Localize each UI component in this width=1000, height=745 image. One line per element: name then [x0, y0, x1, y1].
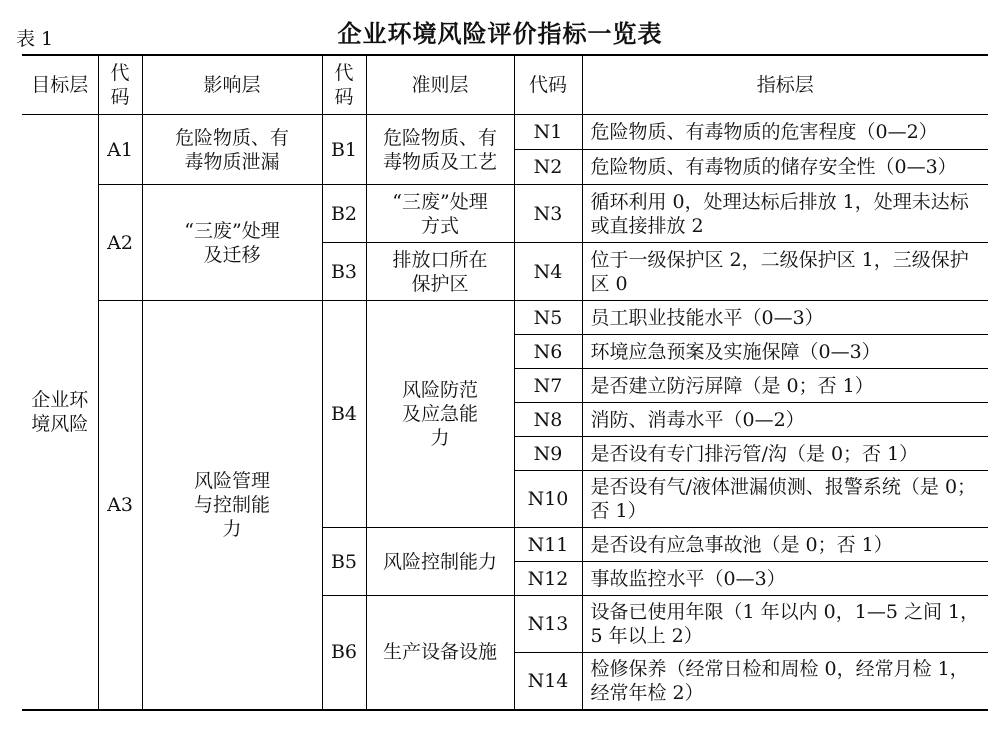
- criteria-b5: 风险控制能力: [366, 528, 514, 596]
- table-row: [22, 185, 988, 243]
- indicator-code-n2: N2: [514, 150, 582, 185]
- table-title: 企业环境风险评价指标一览表: [337, 20, 663, 48]
- criteria-b3: [366, 243, 514, 301]
- header-code-1: 代码: [98, 55, 142, 115]
- indicator-code-n14: N14: [514, 653, 582, 710]
- criteria-b6: 生产设备设施: [366, 596, 514, 710]
- indicator-code-n3: N3: [514, 185, 582, 243]
- indicator-code-n9: N9: [514, 437, 582, 471]
- indicator-n9: 是否设有专门排污管/沟（是 0；否 1）: [582, 437, 988, 471]
- impact-a1: [142, 115, 322, 185]
- header-impact-layer: 影响层: [142, 55, 322, 115]
- criteria-b1-text: 危险物质、有毒物质及工艺: [382, 126, 497, 173]
- indicator-n11: 是否设有应急事故池（是 0；否 1）: [582, 528, 988, 562]
- indicator-table: [22, 54, 988, 711]
- indicator-n2: 危险物质、有毒物质的储存安全性（0—3）: [582, 150, 988, 185]
- criteria-b4: [366, 301, 514, 528]
- criteria-code-b5: B5: [322, 528, 366, 596]
- header-row: [22, 55, 988, 115]
- indicator-code-n1: N1: [514, 115, 582, 150]
- header-target-layer: 目标层: [22, 55, 98, 115]
- indicator-code-n5: N5: [514, 301, 582, 335]
- indicator-n8: 消防、消毒水平（0—2）: [582, 403, 988, 437]
- table-number-label: 表 1: [16, 28, 54, 50]
- indicator-code-n13: N13: [514, 596, 582, 653]
- header-code-3: 代码: [514, 55, 582, 115]
- impact-code-a3: A3: [98, 301, 142, 710]
- criteria-code-b4: B4: [322, 301, 366, 528]
- indicator-code-n8: N8: [514, 403, 582, 437]
- impact-a3-text: 风险管理与控制能力: [193, 469, 270, 540]
- criteria-b1: [366, 115, 514, 185]
- criteria-code-b2: B2: [322, 185, 366, 243]
- impact-a2-text: “三废”处理及迁移: [184, 219, 280, 266]
- criteria-b3-text: 排放口所在保护区: [392, 248, 488, 295]
- impact-a2: [142, 185, 322, 301]
- target-layer-text: 企业环境风险: [31, 388, 89, 435]
- indicator-n12: 事故监控水平（0—3）: [582, 562, 988, 596]
- criteria-code-b3: B3: [322, 243, 366, 301]
- indicator-n7: 是否建立防污屏障（是 0；否 1）: [582, 369, 988, 403]
- indicator-n10: 是否设有气/液体泄漏侦测、报警系统（是 0；否 1）: [582, 471, 988, 528]
- table-row: [22, 301, 988, 335]
- indicator-code-n7: N7: [514, 369, 582, 403]
- indicator-n4: 位于一级保护区 2，二级保护区 1，三级保护区 0: [582, 243, 988, 301]
- criteria-b4-text: 风险防范及应急能力: [401, 379, 478, 449]
- indicator-code-n4: N4: [514, 243, 582, 301]
- indicator-code-n10: N10: [514, 471, 582, 528]
- indicator-n14: 检修保养（经常日检和周检 0，经常月检 1，经常年检 2）: [582, 653, 988, 710]
- header-indicator-layer: 指标层: [582, 55, 988, 115]
- impact-code-a2: A2: [98, 185, 142, 301]
- indicator-code-n6: N6: [514, 335, 582, 369]
- criteria-b2-text: “三废”处理方式: [392, 190, 488, 237]
- indicator-n5: 员工职业技能水平（0—3）: [582, 301, 988, 335]
- indicator-n3: 循环利用 0，处理达标后排放 1，处理未达标或直接排放 2: [582, 185, 988, 243]
- criteria-code-b1: B1: [322, 115, 366, 185]
- target-layer-cell: [22, 115, 98, 710]
- header-criteria-layer: 准则层: [366, 55, 514, 115]
- indicator-n6: 环境应急预案及实施保障（0—3）: [582, 335, 988, 369]
- impact-a1-text: 危险物质、有毒物质泄漏: [174, 126, 289, 173]
- header-code-2: 代码: [322, 55, 366, 115]
- indicator-code-n12: N12: [514, 562, 582, 596]
- impact-code-a1: A1: [98, 115, 142, 185]
- indicator-n1: 危险物质、有毒物质的危害程度（0—2）: [582, 115, 988, 150]
- criteria-b2: [366, 185, 514, 243]
- impact-a3: [142, 301, 322, 710]
- indicator-code-n11: N11: [514, 528, 582, 562]
- table-row: [22, 115, 988, 150]
- criteria-code-b6: B6: [322, 596, 366, 710]
- indicator-n13: 设备已使用年限（1 年以内 0，1—5 之间 1，5 年以上 2）: [582, 596, 988, 653]
